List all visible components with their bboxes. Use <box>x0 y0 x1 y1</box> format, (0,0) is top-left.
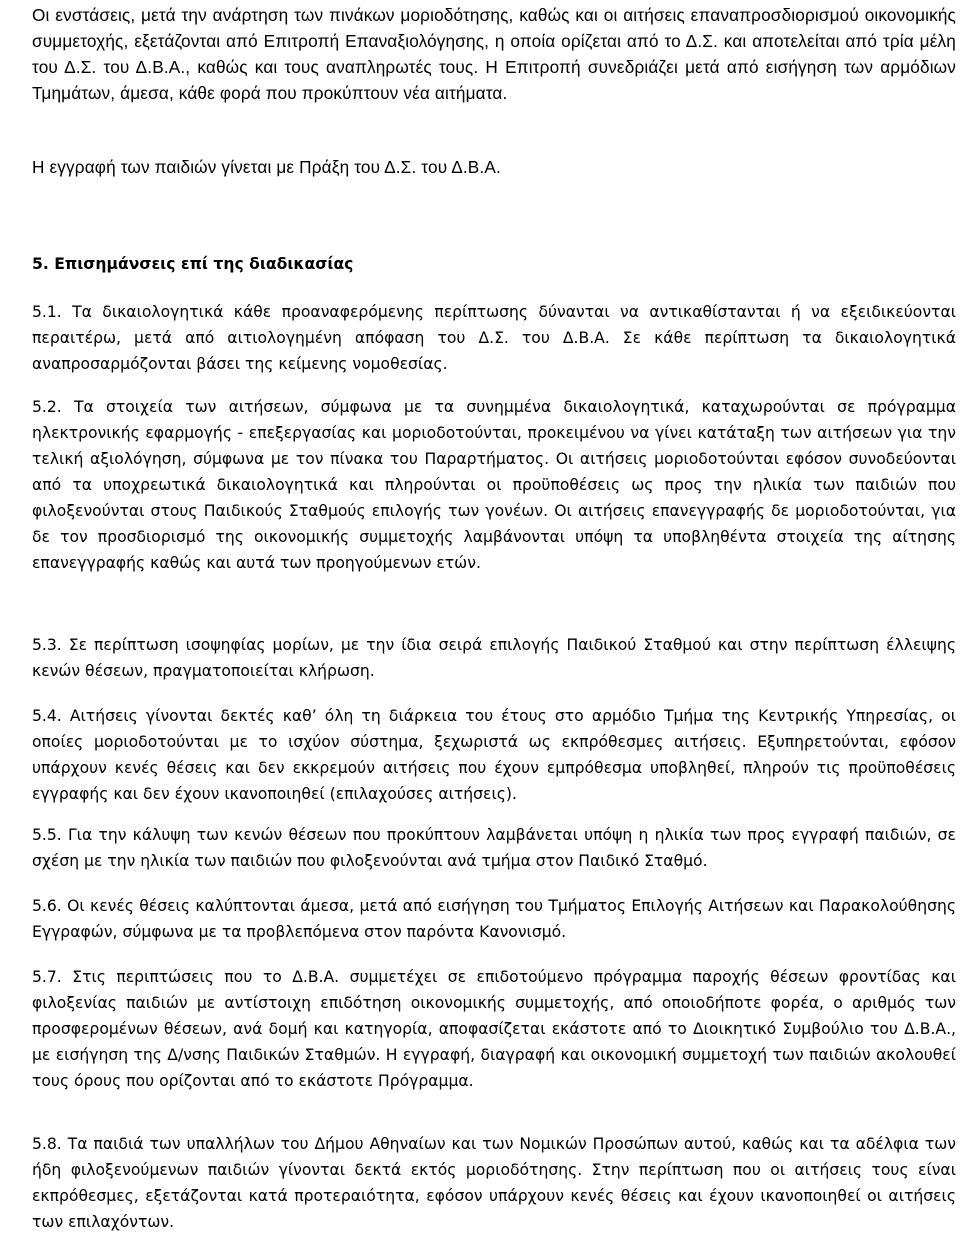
intro-registration-note: Η εγγραφή των παιδιών γίνεται με Πράξη του Δ.Σ. του Δ.Β.Α. <box>32 157 501 177</box>
section-heading: 5. Επισημάνσεις επί της διαδικασίας <box>32 255 354 273</box>
clause-5-7: 5.7. Στις περιπτώσεις που το Δ.Β.Α. συμμετέχει σε επιδοτούμενο πρόγραμμα παροχής θέσεων φροντίδας και φιλοξενίας παιδιών με αντίστοιχη επιδότηση οικονομικής συμμετοχής, από οποιοδήποτε φορέα, ο αριθμός των προσφερομένων θέσεων, ανά δομή και κατηγορία, αποφασίζεται εκάστοτε από το Διοικητικό Συμβούλιο του Δ.Β.Α., με εισήγηση της Δ/νσης Παιδικών Σταθμών. Η εγγραφή, διαγραφή και οικονομική συμμετοχή των παιδιών ακολουθεί τους όρους που ορίζονται από το εκάστοτε Πρόγραμμα. <box>32 968 956 1090</box>
intro-paragraph: Οι ενστάσεις, μετά την ανάρτηση των πινάκων μοριοδότησης, καθώς και οι αιτήσεις επαναπροσδιορισμού οικονομικής συμμετοχής, εξετάζονται από Επιτροπή Επαναξιολόγησης, η οποία ορίζεται από το Δ.Σ. και αποτελείται από τρία μέλη του Δ.Σ. του Δ.Β.Α., καθώς και τους αναπληρωτές τους. Η Επιτροπή συνεδριάζει μετά από εισήγηση των αρμόδιων Τμημάτων, άμεσα, κάθε φορά που προκύπτουν νέα αιτήματα. <box>32 5 956 103</box>
clause-5-3: 5.3. Σε περίπτωση ισοψηφίας μορίων, με την ίδια σειρά επιλογής Παιδικού Σταθμού και στην περίπτωση έλλειψης κενών θέσεων, πραγματοποιείται κλήρωση. <box>32 636 956 680</box>
clause-5-6: 5.6. Οι κενές θέσεις καλύπτονται άμεσα, μετά από εισήγηση του Τμήματος Επιλογής Αιτήσεων και Παρακολούθησης Εγγραφών, σύμφωνα με τα προβλεπόμενα στον παρόντα Κανονισμό. <box>32 897 956 941</box>
clause-5-1: 5.1. Τα δικαιολογητικά κάθε προαναφερόμενης περίπτωσης δύνανται να αντικαθίστανται ή να εξειδικεύονται περαιτέρω, μετά από αιτιολογημένη απόφαση του Δ.Σ. του Δ.Β.Α. Σε κάθε περίπτωση τα δικαιολογητικά αναπροσαρμόζονται βάσει της κείμενης νομοθεσίας. <box>32 303 956 373</box>
clause-5-2: 5.2. Τα στοιχεία των αιτήσεων, σύμφωνα με τα συνημμένα δικαιολογητικά, καταχωρούνται σε πρόγραμμα ηλεκτρονικής εφαρμογής - επεξεργασίας και μοριοδοτούνται, προκειμένου να γίνει κατάταξη των αιτήσεων για την τελική αξιολόγηση, σύμφωνα με τον πίνακα του Παραρτήματος. Οι αιτήσεις μοριοδοτούνται εφόσον συνοδεύονται από τα υποχρεωτικά δικαιολογητικά και πληρούνται οι προϋποθέσεις ως προς την ηλικία των παιδιών που φιλοξενούνται στους Παιδικούς Σταθμούς επιλογής των γονέων. Οι αιτήσεις επανεγγραφής δε μοριοδοτούνται, για δε τον προσδιορισμό της οικονομικής συμμετοχής λαμβάνονται υπόψη τα υποβληθέντα στοιχεία της αίτησης επανεγγραφής καθώς και αυτά των προηγούμενων ετών. <box>32 398 956 572</box>
clause-5-8: 5.8. Τα παιδιά των υπαλλήλων του Δήμου Αθηναίων και των Νομικών Προσώπων αυτού, καθώς και τα αδέλφια των ήδη φιλοξενούμενων παιδιών γίνονται δεκτά εκτός μοριοδότησης. Στην περίπτωση που οι αιτήσεις τους είναι εκπρόθεσμες, εξετάζονται κατά προτεραιότητα, εφόσον υπάρχουν κενές θέσεις και έχουν ικανοποιηθεί οι αιτήσεις των επιλαχόντων. <box>32 1135 956 1231</box>
clause-5-4: 5.4. Αιτήσεις γίνονται δεκτές καθ’ όλη τη διάρκεια του έτους στο αρμόδιο Τμήμα της Κεντρικής Υπηρεσίας, οι οποίες μοριοδοτούνται με το ισχύον σύστημα, ξεχωριστά ως εκπρόθεσμες αιτήσεις. Εξυπηρετούνται, εφόσον υπάρχουν κενές θέσεις και δεν εκκρεμούν αιτήσεις που έχουν εμπρόθεσμα υποβληθεί, πληρούν τις προϋποθέσεις εγγραφής και δεν έχουν ικανοποιηθεί (επιλαχούσες αιτήσεις). <box>32 707 956 803</box>
clause-5-5: 5.5. Για την κάλυψη των κενών θέσεων που προκύπτουν λαμβάνεται υπόψη η ηλικία των προς εγγραφή παιδιών, σε σχέση με την ηλικία των παιδιών που φιλοξενούνται ανά τμήμα στον Παιδικό Σταθμό. <box>32 826 956 870</box>
